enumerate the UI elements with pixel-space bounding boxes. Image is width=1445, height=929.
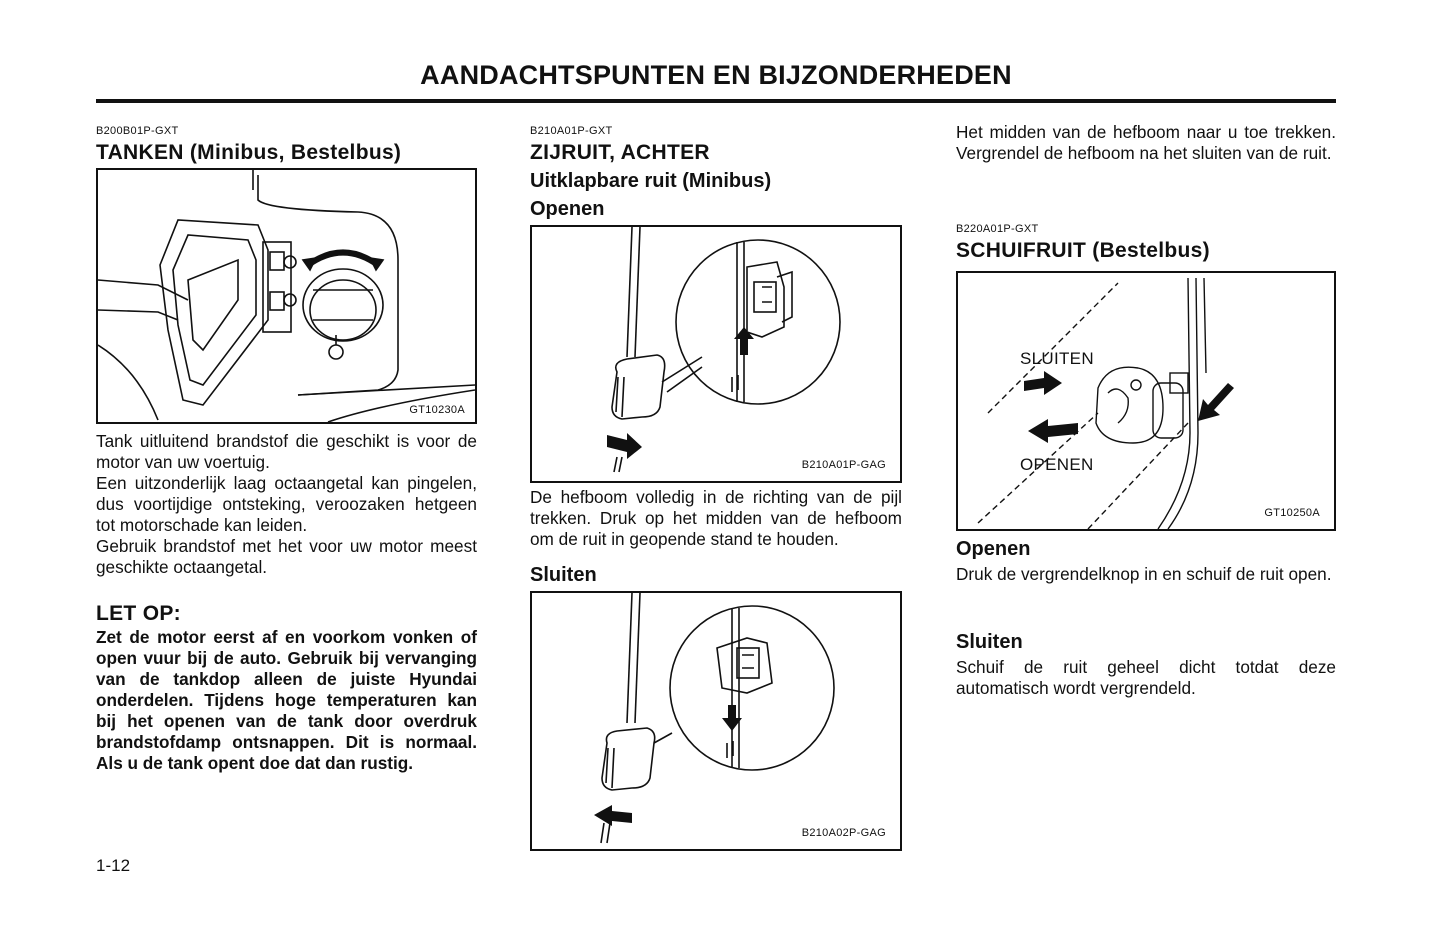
figure-code: B210A01P-GAG: [801, 459, 886, 471]
figure-code: GT10250A: [1264, 507, 1320, 519]
paragraph: Een uitzonderlijk laag octaangetal kan pingelen, dus voortijdige ontsteking, veroozaken hetgeen tot motorschade kan leiden.: [96, 473, 477, 535]
close-heading: Sluiten: [530, 564, 597, 586]
window-close-figure: [530, 591, 902, 851]
fuel-door-figure: [96, 168, 477, 424]
intro-text: Het midden van de hefboom naar u toe trekken. Vergrendel de hefboom na het sluiten van de ruit.: [956, 122, 1336, 163]
section-code: B210A01P-GXT: [530, 125, 613, 137]
page-title: AANDACHTSPUNTEN EN BIJZONDERHEDEN: [420, 60, 1012, 90]
sliding-window-illustration: [958, 273, 1334, 529]
page-number: 1-12: [96, 856, 131, 875]
paragraph: Tank uitluitend brandstof die geschikt is voor de motor van uw voertuig.: [96, 431, 477, 472]
open-text: De hefboom volledig in de richting van de pijl trekken. Druk op het midden van de hefboom om de ruit in geopende stand te houden.: [530, 487, 902, 549]
section-code: B220A01P-GXT: [956, 223, 1039, 235]
window-open-illustration: [532, 227, 900, 481]
fuel-door-illustration: [98, 170, 475, 422]
section-subheading: Uitklapbare ruit (Minibus): [530, 170, 772, 192]
open-text: Druk de vergrendelknop in en schuif de ruit open.: [956, 564, 1332, 584]
caution-heading: LET OP:: [96, 602, 181, 625]
window-open-figure: [530, 225, 902, 483]
caution-text: Zet de motor eerst af en voorkom vonken of open vuur bij de auto. Gebruik bij vervanging van de tankdop alleen de juiste Hyundai onderdelen. Tijdens hoge temperaturen kan bij het openen van de tank door overdruk brandstofdamp ontsnappen. Dit is normaal. Als u de tank opent doe dat dan rustig.: [96, 627, 477, 773]
section-heading: ZIJRUIT, ACHTER: [530, 141, 710, 164]
window-close-illustration: [532, 593, 900, 849]
figure-code: B210A02P-GAG: [801, 827, 886, 839]
figure-code: GT10230A: [409, 404, 465, 416]
fueling-text: [96, 431, 477, 578]
sliding-window-figure: [956, 271, 1336, 531]
open-heading: Openen: [956, 538, 1031, 560]
section-heading: TANKEN (Minibus, Bestelbus): [96, 141, 402, 164]
section-code: B200B01P-GXT: [96, 125, 179, 137]
title-rule: [96, 99, 1336, 103]
open-heading: Openen: [530, 198, 605, 220]
close-text: Schuif de ruit geheel dicht totdat deze automatisch wordt vergrendeld.: [956, 657, 1336, 698]
close-heading: Sluiten: [956, 631, 1023, 653]
paragraph: Gebruik brandstof met het voor uw motor meest geschikte octaangetal.: [96, 536, 477, 577]
section-heading: SCHUIFRUIT (Bestelbus): [956, 239, 1210, 262]
close-label: SLUITEN: [1020, 349, 1094, 368]
open-label: OPENEN: [1020, 455, 1094, 474]
